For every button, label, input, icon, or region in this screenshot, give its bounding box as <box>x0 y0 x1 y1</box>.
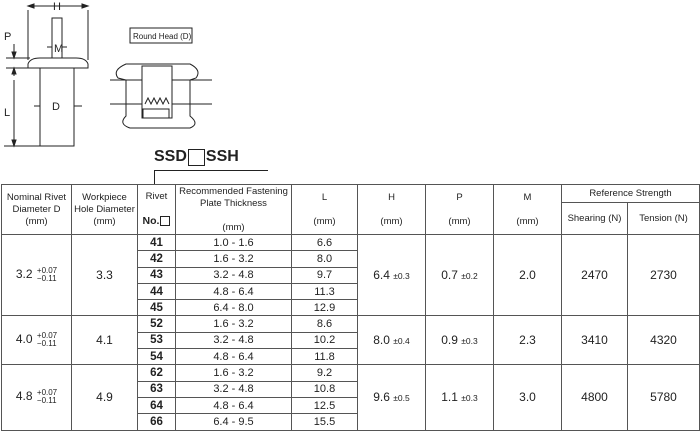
head-type-label: Round Head (D) <box>133 32 192 41</box>
thickness-cell: 1.6 - 3.2 <box>176 365 292 381</box>
header-P: P (mm) <box>426 185 494 235</box>
L-cell: 11.8 <box>292 349 358 365</box>
dim-D-label: D <box>52 101 60 113</box>
rivet-no-cell: 53 <box>138 332 176 348</box>
H-cell: 9.6 ±0.5 <box>358 365 426 430</box>
dim-H-label: H <box>53 1 61 13</box>
thickness-cell: 6.4 - 9.5 <box>176 414 292 430</box>
P-cell: 0.7 ±0.2 <box>426 235 494 316</box>
rivet-dimension-diagram <box>0 0 240 160</box>
tension-cell: 4320 <box>628 316 700 365</box>
header-nominal: Nominal Rivet Diameter D (mm) <box>2 185 72 235</box>
rivet-no-cell: 64 <box>138 397 176 413</box>
thickness-cell: 4.8 - 6.4 <box>176 283 292 299</box>
M-cell: 2.0 <box>494 235 562 316</box>
header-L: L (mm) <box>292 185 358 235</box>
thickness-cell: 4.8 - 6.4 <box>176 397 292 413</box>
H-cell: 6.4 ±0.3 <box>358 235 426 316</box>
spec-table-header <box>2 185 700 235</box>
spec-table-body <box>2 235 700 431</box>
nominal-diameter-cell: 3.2 +0.07 −0.11 <box>2 235 72 316</box>
thickness-cell: 1.0 - 1.6 <box>176 235 292 251</box>
part-code-placeholder-box <box>188 149 205 166</box>
table-row <box>2 365 700 381</box>
header-strength: Reference Strength <box>562 185 700 203</box>
thickness-cell: 1.6 - 3.2 <box>176 316 292 332</box>
L-cell: 11.3 <box>292 283 358 299</box>
rivet-no-cell: 52 <box>138 316 176 332</box>
L-cell: 6.6 <box>292 235 358 251</box>
spec-table <box>1 184 700 431</box>
shearing-cell: 3410 <box>562 316 628 365</box>
nominal-diameter-cell: 4.0 +0.07 −0.11 <box>2 316 72 365</box>
L-cell: 8.0 <box>292 251 358 267</box>
nominal-diameter-cell: 4.8 +0.07 −0.11 <box>2 365 72 430</box>
part-code-prefix: SSD <box>154 148 187 165</box>
header-shearing: Shearing (N) <box>562 203 628 235</box>
dim-M-label: M <box>54 43 64 55</box>
L-cell: 12.5 <box>292 397 358 413</box>
header-H: H (mm) <box>358 185 426 235</box>
thickness-cell: 3.2 - 4.8 <box>176 332 292 348</box>
M-cell: 2.3 <box>494 316 562 365</box>
hole-diameter-cell: 3.3 <box>72 235 138 316</box>
part-code-suffix: SSH <box>205 148 239 165</box>
rivet-no-cell: 44 <box>138 283 176 299</box>
dim-L-label: L <box>4 107 11 119</box>
rivet-no-cell: 62 <box>138 365 176 381</box>
thickness-cell: 4.8 - 6.4 <box>176 349 292 365</box>
header-rivet: Rivet No. <box>138 185 176 235</box>
shearing-cell: 2470 <box>562 235 628 316</box>
L-cell: 9.7 <box>292 267 358 283</box>
M-cell: 3.0 <box>494 365 562 430</box>
rivet-no-cell: 45 <box>138 300 176 316</box>
L-cell: 12.9 <box>292 300 358 316</box>
part-code <box>154 148 239 166</box>
L-cell: 15.5 <box>292 414 358 430</box>
rivet-no-cell: 63 <box>138 381 176 397</box>
table-row <box>2 235 700 251</box>
rivet-no-cell: 66 <box>138 414 176 430</box>
H-cell: 8.0 ±0.4 <box>358 316 426 365</box>
header-tension: Tension (N) <box>628 203 700 235</box>
header-hole: Workpiece Hole Diameter (mm) <box>72 185 138 235</box>
rivet-no-cell: 41 <box>138 235 176 251</box>
thickness-cell: 1.6 - 3.2 <box>176 251 292 267</box>
rivet-no-cell: 54 <box>138 349 176 365</box>
P-cell: 0.9 ±0.3 <box>426 316 494 365</box>
rivet-no-cell: 43 <box>138 267 176 283</box>
P-cell: 1.1 ±0.3 <box>426 365 494 430</box>
tension-cell: 2730 <box>628 235 700 316</box>
part-code-underline <box>154 170 268 171</box>
L-cell: 9.2 <box>292 365 358 381</box>
thickness-cell: 3.2 - 4.8 <box>176 381 292 397</box>
hole-diameter-cell: 4.1 <box>72 316 138 365</box>
thickness-cell: 3.2 - 4.8 <box>176 267 292 283</box>
L-cell: 10.8 <box>292 381 358 397</box>
table-row <box>2 316 700 332</box>
rivet-no-cell: 42 <box>138 251 176 267</box>
tension-cell: 5780 <box>628 365 700 430</box>
header-M: M (mm) <box>494 185 562 235</box>
part-code-tick <box>154 170 155 184</box>
L-cell: 8.6 <box>292 316 358 332</box>
header-thickness: Recommended Fastening Plate Thickness (mm) <box>176 185 292 235</box>
hole-diameter-cell: 4.9 <box>72 365 138 430</box>
L-cell: 10.2 <box>292 332 358 348</box>
shearing-cell: 4800 <box>562 365 628 430</box>
dim-P-label: P <box>4 31 12 43</box>
thickness-cell: 6.4 - 8.0 <box>176 300 292 316</box>
